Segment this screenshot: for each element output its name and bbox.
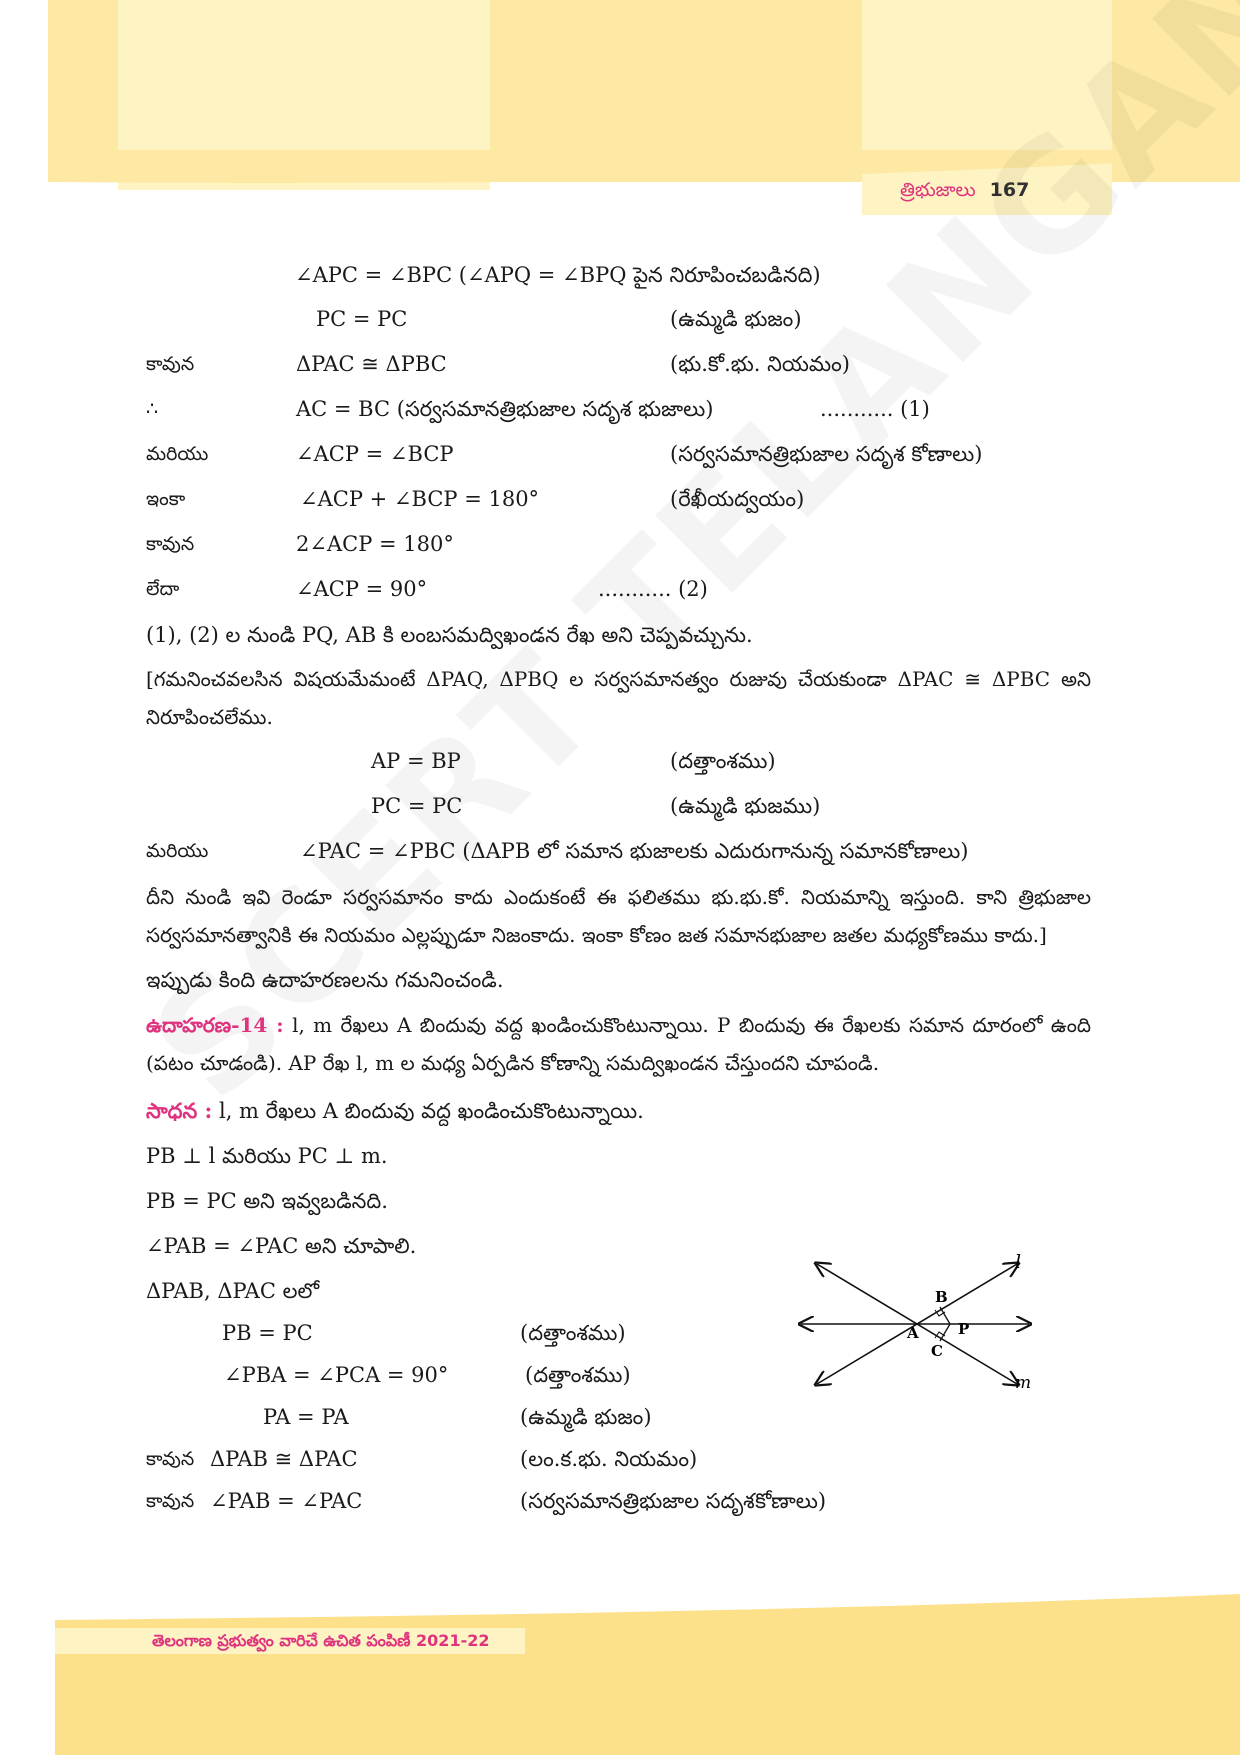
proof2-row-2-stmt: ∠PAC = ∠PBC (ΔAPB లో సమాన భుజాలకు ఎదురుగానున్న సమానకోణాలు) [300, 839, 969, 863]
proof3-row-4-stmt: ∠PAB = ∠PAC [210, 1489, 363, 1513]
label-p: P [958, 1320, 970, 1338]
segment-pc [940, 1324, 950, 1341]
proof3-row-3-reason: (లం.క.భు. నియమం) [520, 1447, 698, 1471]
proof1-row-5-stmt: ∠ACP + ∠BCP = 180° [300, 487, 540, 511]
proof3-row-3-stmt: ΔPAB ≅ ΔPAC [210, 1447, 358, 1471]
note-paragraph: [గమనించవలసిన విషయమేమంటే ΔPAQ, ΔPBQ ల సర్వసమానత్వం రుజువు చేయకుండా ΔPAC ≅ ΔPBC అని నిరూపించలేము. [146, 667, 1091, 729]
proof3-row-2-reason: (ఉమ్మడి భుజం) [520, 1405, 652, 1429]
chapter-name: త్రిభుజాలు [900, 179, 976, 201]
proof1-row-1-stmt: PC = PC [316, 307, 408, 331]
label-c: C [931, 1342, 943, 1360]
solution-line-4: ΔPAB, ΔPAC లలో [146, 1279, 320, 1303]
proof3-row-0-stmt: PB = PC [222, 1321, 313, 1345]
proof1-row-2-reason: (భు.కో.భు. నియమం) [670, 352, 850, 376]
solution-text: l, m రేఖలు A బిందువు వద్ద ఖండించుకొంటున్నాయి. [218, 1099, 644, 1123]
proof1-row-3-stmt: AC = BC (సర్వసమానత్రిభుజాల సదృశ భుజాలు) [296, 397, 714, 421]
page-number: 167 [989, 179, 1030, 201]
example-text: l, m రేఖలు A బిందువు వద్ద ఖండించుకొంటున్నాయి. P బిందువు ఈ రేఖలకు సమాన దూరంలో ఉంది (పటం చూడండి). AP రేఖ l, m ల మధ్య ఏర్పడిన కోణాన్ని సమద్విఖండన చేస్తుందని చూపండి. [146, 1013, 1092, 1075]
proof3-row-1-stmt: ∠PBA = ∠PCA = 90° [224, 1363, 449, 1387]
instruction-line: ఇప్పుడు కింది ఉదాహరణలను గమనించండి. [146, 968, 504, 992]
proof3-row-0-reason: (దత్తాంశము) [520, 1321, 626, 1345]
proof2-row-1-reason: (ఉమ్మడి భుజము) [670, 794, 821, 818]
solution-line [146, 1098, 644, 1124]
proof1-row-7-label: లేదా [146, 578, 180, 600]
proof1-row-3-reason: ........... (1) [820, 397, 930, 421]
proof1-row-0-stmt: ∠APC = ∠BPC (∠APQ = ∠BPQ పైన నిరూపించబడినది) [295, 263, 821, 287]
proof2-row-1-stmt: PC = PC [371, 794, 463, 818]
proof1-row-5-label: ఇంకా [146, 488, 186, 510]
example-14 [146, 1006, 1091, 1082]
proof1-row-7-stmt: ∠ACP = 90° [296, 577, 428, 601]
example-label: ఉదాహరణ-14 : [146, 1013, 284, 1037]
proof3-row-4-reason: (సర్వసమానత్రిభుజాల సదృశకోణాలు) [520, 1489, 827, 1513]
proof3-row-4-label: కావున [146, 1490, 195, 1512]
label-a: A [907, 1324, 919, 1342]
footer-wave [55, 1580, 1240, 1755]
proof1-row-5-reason: (రేఖీయద్వయం) [670, 487, 805, 511]
footer-text: తెలంగాణ ప్రభుత్వం వారిచే ఉచిత పంపిణీ 2021-22 [152, 1631, 490, 1650]
proof1-row-2-stmt: ΔPAC ≅ ΔPBC [296, 352, 447, 376]
proof3-row-3-label: కావున [146, 1448, 195, 1470]
conclusion-line: (1), (2) ల నుండి PQ, AB కి లంబసమద్విఖండన రేఖ అని చెప్పవచ్చును. [146, 623, 753, 647]
solution-line-1: PB ⊥ l మరియు PC ⊥ m. [146, 1144, 388, 1168]
label-l: l [1015, 1251, 1022, 1273]
proof2-row-2-label: మరియు [146, 840, 209, 862]
proof1-row-1-reason: (ఉమ్మడి భుజం) [670, 307, 802, 331]
proof3-row-2-stmt: PA = PA [263, 1405, 349, 1429]
solution-line-3: ∠PAB = ∠PAC అని చూపాలి. [146, 1234, 417, 1258]
proof2-row-0-reason: (దత్తాంశము) [670, 749, 776, 773]
proof3-row-1-reason: (దత్తాంశము) [525, 1363, 631, 1387]
explanation-paragraph: దీని నుండి ఇవి రెండూ సర్వసమానం కాదు ఎందుకంటే ఈ ఫలితము భు.భు.కో. నియమాన్ని ఇస్తుంది. కాని త్రిభుజాల సర్వసమానత్వానికి ఈ నియమం ఎల్లప్పుడూ నిజంకాదు. ఇంకా కోణం జత సమానభుజాల జతల మధ్యకోణము కాదు.] [146, 885, 1091, 947]
label-b: B [935, 1288, 948, 1306]
proof1-row-2-label: కావున [146, 353, 195, 375]
proof1-row-4-reason: (సర్వసమానత్రిభుజాల సదృశ కోణాలు) [670, 442, 983, 466]
segment-pb [940, 1307, 950, 1324]
proof1-row-6-label: కావున [146, 533, 195, 555]
proof1-row-7-reason: ........... (2) [598, 577, 708, 601]
solution-label: సాధన : [146, 1098, 213, 1123]
proof1-row-4-label: మరియు [146, 443, 209, 465]
proof1-row-3-label: ∴ [146, 398, 159, 420]
geometry-figure [795, 1250, 1055, 1400]
proof1-row-4-stmt: ∠ACP = ∠BCP [296, 442, 454, 466]
label-m: m [1015, 1373, 1032, 1393]
solution-line-2: PB = PC అని ఇవ్వబడినది. [146, 1189, 388, 1213]
proof2-row-0-stmt: AP = BP [371, 749, 461, 773]
proof1-row-6-stmt: 2∠ACP = 180° [296, 532, 454, 556]
